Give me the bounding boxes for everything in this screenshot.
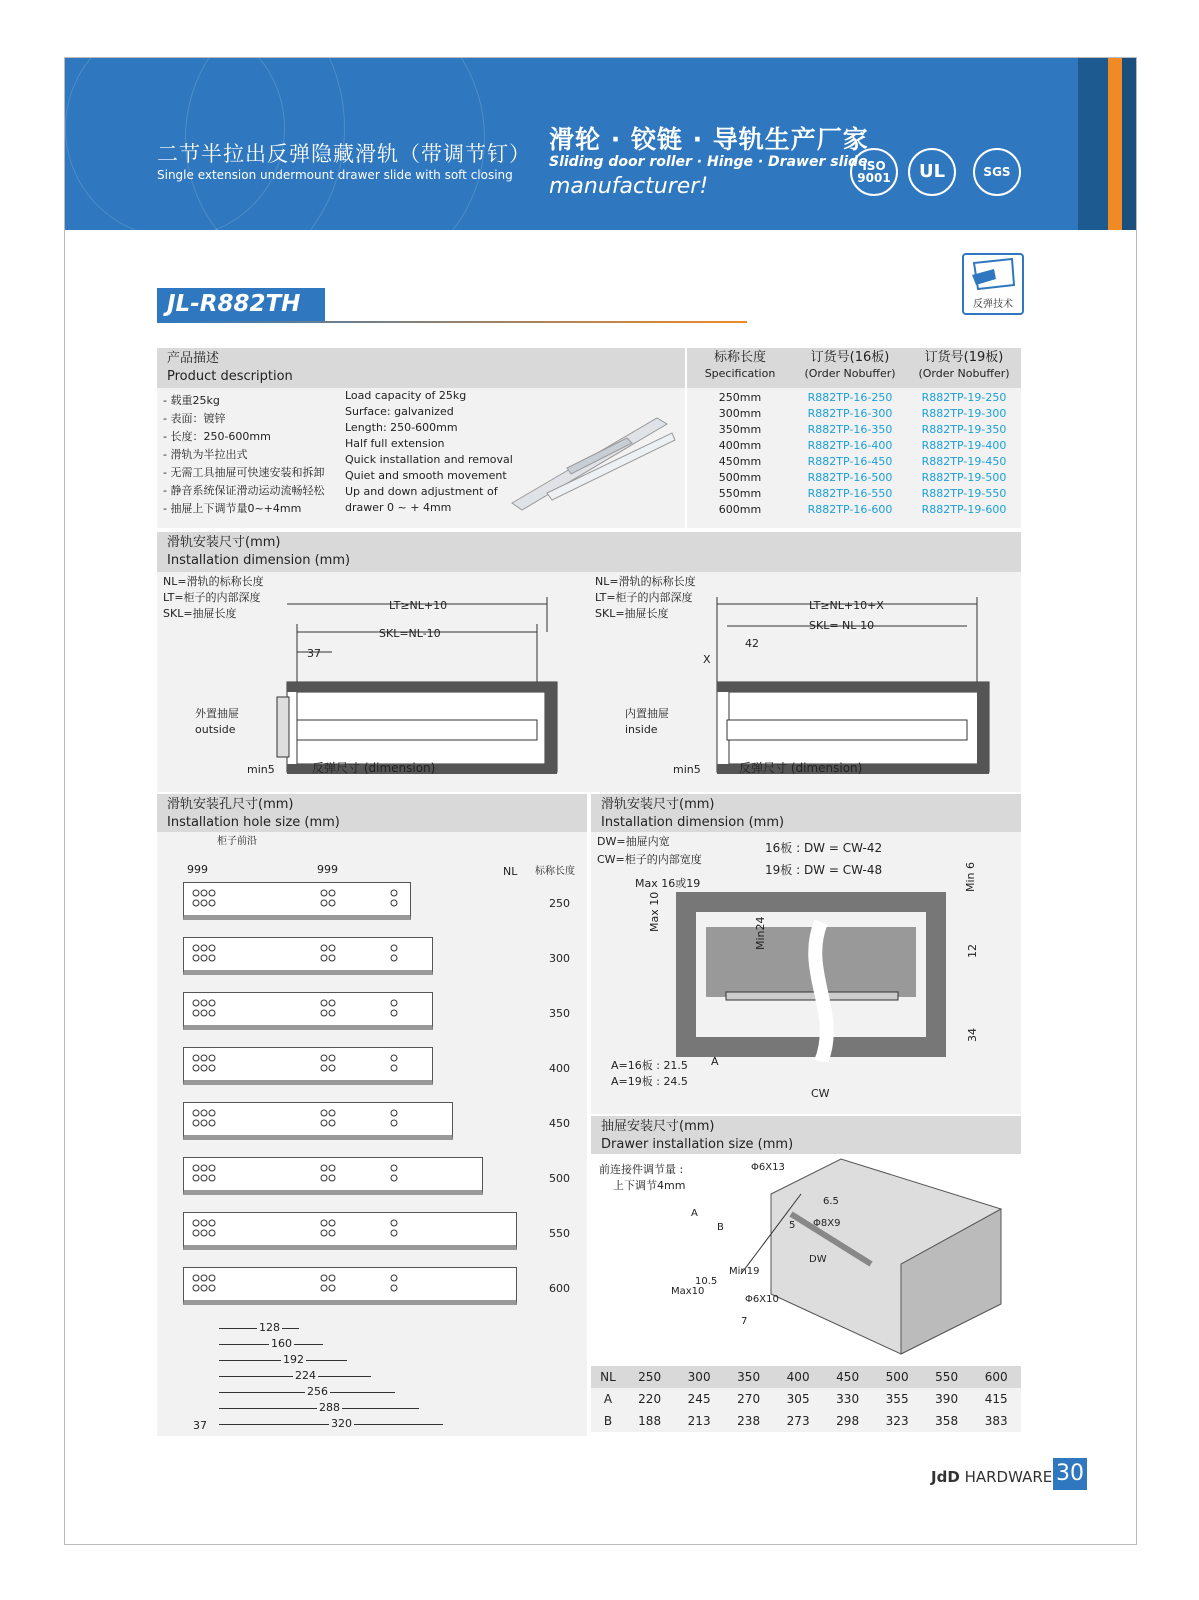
adjust-note1: 前连接件调节量 : xyxy=(599,1163,684,1176)
rail-length-label: 500 xyxy=(549,1172,570,1185)
drawer-dim-label: B xyxy=(717,1222,724,1233)
min6-label: Min 6 xyxy=(964,861,977,892)
order19-header-cn: 订货号(19板) xyxy=(924,350,1004,365)
drawer-table-cell: 188 xyxy=(638,1414,662,1428)
desc-cn-item: - 表面：镀锌 xyxy=(163,412,226,425)
drawer-table-cell: 500 xyxy=(885,1370,909,1384)
drawer-table-cell: 600 xyxy=(984,1370,1008,1384)
rail-length-label: 250 xyxy=(549,897,570,910)
drawer-dim-label: 5 xyxy=(789,1220,796,1231)
description-head-en: Product description xyxy=(167,369,293,384)
drawer-dim-label: Φ6X13 xyxy=(751,1162,785,1173)
inside-label-cn: 内置抽屉 xyxy=(625,707,669,720)
legend-lt: LT=柜子的内部深度 xyxy=(163,591,261,604)
rail-length-label: 550 xyxy=(549,1227,570,1240)
rail-outline xyxy=(183,1212,517,1250)
spec-body xyxy=(687,388,1021,528)
order-number: R882TP-16-250 xyxy=(807,391,893,404)
order-number: R882TP-19-500 xyxy=(921,471,1007,484)
desc-en-item: Up and down adjustment of xyxy=(345,485,498,498)
spec-row xyxy=(687,486,1021,502)
drawer-dim-label: 7 xyxy=(741,1316,748,1327)
drawer-table-cell: 383 xyxy=(984,1414,1008,1428)
install-dim2-head-cn: 滑轨安装尺寸(mm) xyxy=(601,797,715,812)
cw-label: CW xyxy=(811,1087,830,1100)
legend-skl: SKL=抽屉长度 xyxy=(163,607,237,620)
install-dim-body xyxy=(157,572,1021,792)
slide-product-image xyxy=(507,398,677,523)
dimension-right: 反弹尺寸 (dimension) xyxy=(739,761,863,775)
legend-nl: NL=滑轨的标称长度 xyxy=(595,575,696,588)
hole-dimension-label: 288 xyxy=(319,1401,340,1414)
drawer-table-cell: 270 xyxy=(737,1392,761,1406)
install-dim-head-cn: 滑轨安装尺寸(mm) xyxy=(167,535,281,550)
rail-outline xyxy=(183,937,433,975)
legend-right xyxy=(595,574,696,622)
legend-nl: NL=滑轨的标称长度 xyxy=(163,575,264,588)
drawer-table-cell: A xyxy=(603,1392,613,1406)
drawer-size-head-en: Drawer installation size (mm) xyxy=(601,1137,794,1152)
desc-cn-item: - 静音系统保证滑动运动流畅轻松 xyxy=(163,484,325,497)
adjust-note2: 上下调节4mm xyxy=(613,1179,686,1192)
legend-lt: LT=柜子的内部深度 xyxy=(595,591,693,604)
banner-title-cn: 二节半拉出反弹隐藏滑轨（带调节钉） xyxy=(157,142,531,166)
dimension-left: 反弹尺寸 (dimension) xyxy=(312,761,436,775)
drawer-size-head-cn: 抽屉安装尺寸(mm) xyxy=(601,1119,715,1134)
page-number: 30 xyxy=(1053,1458,1087,1490)
drawer-table-cell: 220 xyxy=(638,1392,662,1406)
d34-label: 34 xyxy=(966,1028,979,1042)
header-banner xyxy=(65,58,1137,230)
x-label: X xyxy=(703,653,711,666)
hole-size-head-cn: 滑轨安装孔尺寸(mm) xyxy=(167,797,294,812)
model-title: JL-R882TH xyxy=(157,288,325,322)
install-dim-head-en: Installation dimension (mm) xyxy=(167,553,351,568)
iso-logo: ISO 9001 xyxy=(850,148,898,196)
rail-length-label: 350 xyxy=(549,1007,570,1020)
lt-label-left: LT≥NL+10 xyxy=(389,599,448,612)
skl-label-left: SKL=NL-10 xyxy=(379,627,441,640)
spec-row xyxy=(687,422,1021,438)
min24-label: Min24 xyxy=(754,916,767,950)
hole-pitch-1: 999 xyxy=(187,863,208,876)
drawer-table-cell: 358 xyxy=(935,1414,959,1428)
hole-dimension-label: 160 xyxy=(271,1337,292,1350)
hole-size-header xyxy=(157,794,587,832)
max-16-19-label: Max 16或19 xyxy=(635,877,701,890)
spec-length: 600mm xyxy=(718,503,762,516)
order-number: R882TP-19-300 xyxy=(921,407,1007,420)
a16-label: A=16板 : 21.5 xyxy=(611,1059,688,1072)
d37-label: 37 xyxy=(307,647,321,660)
rail-length-label: 450 xyxy=(549,1117,570,1130)
banner-slogan-en2: manufacturer! xyxy=(549,174,709,199)
rail-outline xyxy=(183,1157,483,1195)
dw-legend: DW=抽屉内宽 xyxy=(597,835,670,848)
desc-en-item: Half full extension xyxy=(345,437,445,450)
drawer-table-cell: B xyxy=(603,1414,613,1428)
desc-cn-item: - 无需工具抽屉可快速安装和拆卸 xyxy=(163,466,325,479)
order16-header-cn: 订货号(16板) xyxy=(810,350,890,365)
order-number: R882TP-19-450 xyxy=(921,455,1007,468)
description-header xyxy=(157,348,685,388)
hole-size-body xyxy=(157,832,587,1436)
order19-header-en: (Order Nobuffer) xyxy=(918,367,1010,380)
min5-left: min5 xyxy=(247,763,275,776)
order-number: R882TP-16-550 xyxy=(807,487,893,500)
cross-section-diagram xyxy=(651,892,951,1062)
a19-label: A=19板 : 24.5 xyxy=(611,1075,688,1088)
spec-header-en: Specification xyxy=(704,367,776,380)
desc-en-item: drawer 0 ~ + 4mm xyxy=(345,501,452,514)
spec-length: 350mm xyxy=(718,423,762,436)
rail-outline xyxy=(183,882,411,920)
drawer-dim-label: Φ6X10 xyxy=(745,1294,779,1305)
hole-dimension-label: 224 xyxy=(295,1369,316,1382)
hole-dimension-label: 128 xyxy=(259,1321,280,1334)
description-body xyxy=(157,388,685,528)
hole-dimension-label: 192 xyxy=(283,1353,304,1366)
catalog-page xyxy=(64,57,1137,1545)
banner-slogan-cn: 滑轮 · 铰链 · 导轨生产厂家 xyxy=(549,125,869,154)
nominal-length-label: 标称长度 xyxy=(535,866,575,877)
desc-en-item: Quick installation and removal xyxy=(345,453,513,466)
spec-row xyxy=(687,502,1021,518)
install-dim2-body xyxy=(591,832,1021,1114)
order-number: R882TP-16-300 xyxy=(807,407,893,420)
order-number: R882TP-16-450 xyxy=(807,455,893,468)
desc-en-item: Load capacity of 25kg xyxy=(345,389,467,402)
sgs-logo: SGS xyxy=(973,148,1021,196)
hole-size-head-en: Installation hole size (mm) xyxy=(167,815,340,830)
drawer-table-cell: 250 xyxy=(638,1370,662,1384)
order-number: R882TP-19-250 xyxy=(921,391,1007,404)
rail-length-label: 600 xyxy=(549,1282,570,1295)
desc-en-item: Length: 250-600mm xyxy=(345,421,458,434)
rail-length-label: 300 xyxy=(549,952,570,965)
spec-length: 250mm xyxy=(718,391,762,404)
a-label: A xyxy=(711,1055,719,1068)
drawer-dim-label: DW xyxy=(809,1254,827,1265)
drawer-table-cell: 245 xyxy=(687,1392,711,1406)
lt-label-right: LT≥NL+10+X xyxy=(809,599,884,612)
drawer-table-cell: 415 xyxy=(984,1392,1008,1406)
order-number: R882TP-16-500 xyxy=(807,471,893,484)
description-cn-list xyxy=(163,392,324,518)
drawer-table-cell: 355 xyxy=(885,1392,909,1406)
install-dim2-header xyxy=(591,794,1021,832)
drawer-table-cell: 298 xyxy=(836,1414,860,1428)
drawer-dim-label: 10.5 xyxy=(695,1276,718,1287)
legend-left xyxy=(163,574,264,622)
drawer-table-cell: 390 xyxy=(935,1392,959,1406)
drawer-size-table xyxy=(591,1366,1021,1432)
drawer-icon xyxy=(964,255,1022,295)
desc-cn-item: - 长度：250-600mm xyxy=(163,430,271,443)
banner-slogan-en: Sliding door roller · Hinge · Drawer slide xyxy=(549,154,868,170)
drawer-size-header xyxy=(591,1116,1021,1154)
outside-drawer-diagram xyxy=(257,592,587,782)
drawer-table-cell: 323 xyxy=(885,1414,909,1428)
drawer-table-cell: 300 xyxy=(687,1370,711,1384)
outside-label-cn: 外置抽屉 xyxy=(195,707,239,720)
drawer-dim-label: Φ8X9 xyxy=(813,1218,841,1229)
rail-outline xyxy=(183,1267,517,1305)
order-number: R882TP-16-400 xyxy=(807,439,893,452)
order-number: R882TP-19-350 xyxy=(921,423,1007,436)
order-number: R882TP-16-600 xyxy=(807,503,893,516)
d12-label: 12 xyxy=(966,944,979,958)
rail-outline xyxy=(183,1047,433,1085)
drawer-table-cell: 213 xyxy=(687,1414,711,1428)
drawer-dim-label: A xyxy=(691,1208,698,1219)
spec-length: 500mm xyxy=(718,471,762,484)
hole-pitch-2: 999 xyxy=(317,863,338,876)
spec-length: 400mm xyxy=(718,439,762,452)
drawer-dim-label: Min19 xyxy=(729,1266,760,1277)
spec-header xyxy=(687,348,1021,388)
drawer-dim-label: Max10 xyxy=(671,1286,705,1297)
order-number: R882TP-16-350 xyxy=(807,423,893,436)
model-underline xyxy=(157,321,747,323)
drawer-table-cell: 238 xyxy=(737,1414,761,1428)
drawer-table-cell: 550 xyxy=(935,1370,959,1384)
spec-length: 550mm xyxy=(718,487,762,500)
soft-close-badge xyxy=(962,253,1024,315)
rail-outline xyxy=(183,1102,453,1140)
drawer-table-cell: 273 xyxy=(786,1414,810,1428)
banner-title-en: Single extension undermount drawer slide with soft closing xyxy=(157,168,513,182)
skl-label-right: SKL= NL-10 xyxy=(809,619,875,632)
description-en-list xyxy=(345,388,513,516)
spec-header-cn: 标称长度 xyxy=(713,350,766,365)
desc-cn-item: - 抽屉上下调节量0~+4mm xyxy=(163,502,302,515)
cw-legend: CW=柜子的内部宽度 xyxy=(597,853,702,866)
spec-length: 450mm xyxy=(718,455,762,468)
spec-row xyxy=(687,454,1021,470)
footer-brand xyxy=(931,1468,1052,1486)
spec-length: 300mm xyxy=(718,407,762,420)
spec-row xyxy=(687,470,1021,486)
hole-d37: 37 xyxy=(193,1419,207,1432)
drawer-size-body xyxy=(591,1154,1021,1436)
spec-row xyxy=(687,390,1021,406)
order-number: R882TP-19-600 xyxy=(921,503,1007,516)
drawer-table-cell: 450 xyxy=(836,1370,860,1384)
hole-dimension-label: 320 xyxy=(331,1417,352,1430)
order-number: R882TP-19-550 xyxy=(921,487,1007,500)
description-head-cn: 产品描述 xyxy=(167,351,220,366)
brand-text: HARDWARE xyxy=(964,1468,1053,1486)
rail-length-label: 400 xyxy=(549,1062,570,1075)
order16-header-en: (Order Nobuffer) xyxy=(804,367,896,380)
drawer-table-cell: 400 xyxy=(786,1370,810,1384)
spec-row xyxy=(687,406,1021,422)
desc-cn-item: - 载重25kg xyxy=(163,394,220,407)
badge-label: 反弹技术 xyxy=(973,299,1013,310)
rail-outline xyxy=(183,992,433,1030)
min5-right: min5 xyxy=(673,763,701,776)
desc-en-item: Surface: galvanized xyxy=(345,405,454,418)
formula-19: 19板 : DW = CW-48 xyxy=(765,863,883,877)
desc-cn-item: - 滑轨为半拉出式 xyxy=(163,448,248,461)
spec-row xyxy=(687,438,1021,454)
ul-logo: UL xyxy=(908,148,956,196)
desc-en-item: Quiet and smooth movement xyxy=(345,469,507,482)
formula-16: 16板 : DW = CW-42 xyxy=(765,841,883,855)
brand-mark: JdD xyxy=(931,1468,960,1486)
drawer-dim-label: 6.5 xyxy=(823,1196,839,1207)
drawer-table-cell: 305 xyxy=(786,1392,810,1406)
hole-dimension-label: 256 xyxy=(307,1385,328,1398)
order-number: R882TP-19-400 xyxy=(921,439,1007,452)
inside-label-en: inside xyxy=(625,723,658,736)
max10-label: Max 10 xyxy=(648,891,661,932)
nl-label: NL xyxy=(503,865,518,878)
drawer-table-cell: NL xyxy=(600,1370,616,1384)
outside-label-en: outside xyxy=(195,723,236,736)
drawer-table-cell: 350 xyxy=(737,1370,761,1384)
cabinet-front-label: 柜子前沿 xyxy=(217,836,257,847)
d42-label: 42 xyxy=(745,637,759,650)
drawer-table-cell: 330 xyxy=(836,1392,860,1406)
install-dim-header xyxy=(157,532,1021,572)
legend-skl: SKL=抽屉长度 xyxy=(595,607,669,620)
install-dim2-head-en: Installation dimension (mm) xyxy=(601,815,785,830)
